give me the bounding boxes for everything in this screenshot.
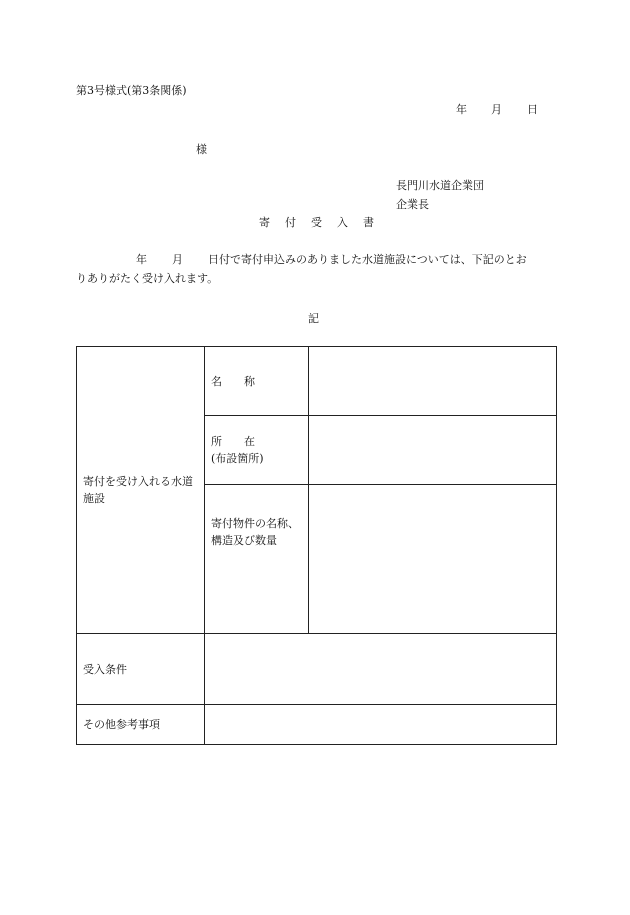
name-label: 名 称 xyxy=(211,374,255,388)
document-title: 寄付受入書 xyxy=(259,216,389,229)
conditions-label-cell xyxy=(77,634,205,705)
body-text-line2: りありがたく受け入れます。 xyxy=(76,272,219,285)
date-month: 月 xyxy=(491,103,502,116)
other-label-cell xyxy=(77,705,205,745)
items-label-1: 寄付物件の名称、 xyxy=(211,517,299,530)
row-other xyxy=(77,705,557,745)
facility-label-cell xyxy=(77,347,205,634)
form-id: 第3号様式(第3条関係) xyxy=(76,84,187,97)
issuer-position: 企業長 xyxy=(396,198,429,211)
location-label: 所 在 xyxy=(211,435,255,448)
items-value-cell xyxy=(309,485,557,634)
body-year: 年 xyxy=(136,253,147,266)
addressee-suffix: 様 xyxy=(196,143,207,156)
issuer-organization: 長門川水道企業団 xyxy=(396,179,484,192)
facility-label: 寄付を受け入れる水道施設 xyxy=(83,475,193,505)
items-label-2: 構造及び数量 xyxy=(211,534,277,547)
row-conditions xyxy=(77,634,557,705)
date-year: 年 xyxy=(456,103,467,116)
row-name xyxy=(77,347,557,416)
body-text-line1: 日付で寄付申込みのありました水道施設については、下記のとお xyxy=(208,253,527,266)
other-value-cell xyxy=(205,705,557,745)
body-month: 月 xyxy=(172,253,183,266)
conditions-value-cell xyxy=(205,634,557,705)
donation-table xyxy=(76,346,557,745)
items-label-cell xyxy=(205,485,309,634)
conditions-label: 受入条件 xyxy=(83,662,127,676)
name-value-cell xyxy=(309,347,557,416)
other-label: その他参考事項 xyxy=(83,718,160,731)
name-label-cell xyxy=(205,347,309,416)
location-label-cell xyxy=(205,416,309,485)
location-value-cell xyxy=(309,416,557,485)
ki-heading: 記 xyxy=(308,312,319,325)
date-day: 日 xyxy=(527,103,538,116)
location-sub-label: (布設箇所) xyxy=(211,452,264,465)
